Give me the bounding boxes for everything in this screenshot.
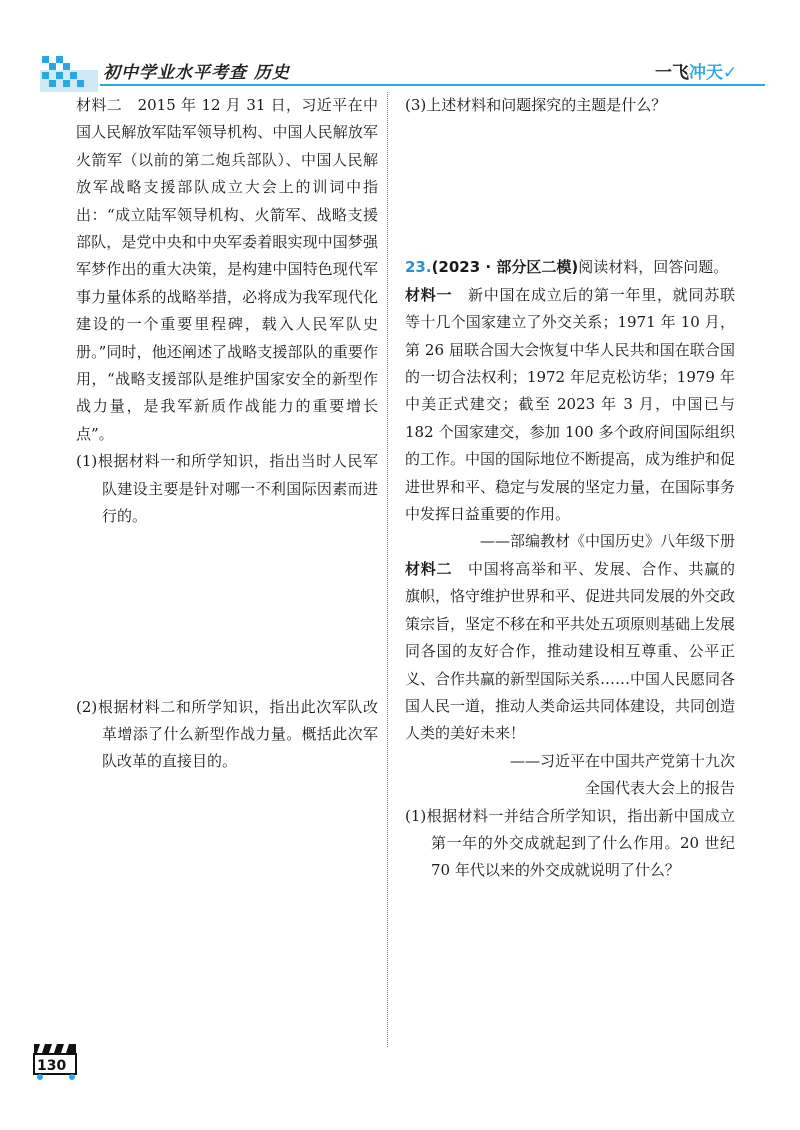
answer-space: [405, 119, 735, 254]
answer-space: [76, 531, 378, 694]
question-instruction: 阅读材料，回答问题。: [578, 258, 729, 277]
page-header: [0, 0, 800, 100]
check-icon: ✓: [723, 63, 738, 83]
question-number: 23.: [405, 258, 432, 277]
right-column: [405, 92, 735, 885]
column-divider: [387, 92, 388, 1047]
brand-logo: [655, 58, 737, 83]
material-2-source-line-1: ——习近平在中国共产党第十九次: [509, 751, 735, 770]
grid-decoration-icon: [40, 52, 98, 92]
material-1: [405, 282, 735, 529]
left-question-1: (1)根据材料一和所学知识，指出当时人民军队建设主要是针对哪一不利国际因素而进行的。: [76, 452, 378, 526]
left-question-2: (2)根据材料二和所学知识，指出此次军队改革增添了什么新型作战力量。概括此次军队改革的直接目的。: [76, 697, 378, 771]
question-23-heading: [405, 254, 735, 281]
right-question-1: (1)根据材料一并结合所学知识，指出新中国成立第一年的外交成就起到了什么作用。20 世纪 70 年代以来的外交成就说明了什么？: [405, 806, 735, 880]
brand-prefix: 一飞: [655, 63, 689, 83]
material-1-source: ——部编教材《中国历史》八年级下册: [479, 532, 735, 551]
left-column: [76, 92, 378, 776]
header-rule: [100, 84, 765, 86]
material-2-source-line-2: 全国代表大会上的报告: [584, 779, 735, 798]
page-number: 130: [37, 1058, 67, 1074]
material-1-text: 新中国在成立后的第一年里，就同苏联等十几个国家建立了外交关系；1971 年 10 月，第 26 届联合国大会恢复中华人民共和国在联合国的一切合法权利；1972 年尼克松访华；1979 年中美正式建交；截至 2023 年 3 月，中国已与 182 个国家建交，参加 100 多个政府间国际组织的工作。中国的国际地位不断提高，成为维护和促进世界和平、稳定与发展的坚定力量，在国际事务中发挥日益重要的作用。: [405, 285, 736, 524]
material-2-label: 材料二: [405, 559, 453, 578]
header-title: 初中学业水平考查 历史: [103, 63, 290, 83]
brand-accent: 冲天: [689, 63, 723, 83]
material-2: [405, 556, 735, 748]
material-1-label: 材料一: [405, 285, 453, 304]
left-material-2: 材料二 2015 年 12 月 31 日，习近平在中国人民解放军陆军领导机构、中国人民解放军火箭军（以前的第二炮兵部队）、中国人民解放军战略支援部队成立大会上的训词中指出：“成立陆军领导机构、火箭军、战略支援部队，是党中央和中央军委着眼实现中国梦强军梦作出的重大决策，是构建中国特色现代军事力量体系的战略举措，必将成为我军现代化建设的一个重要里程碑，载入人民军队史册。”同时，他还阐述了战略支援部队的重要作用，“战略支援部队是维护国家安全的新型作战力量，是我军新质作战能力的重要增长点”。: [76, 96, 378, 443]
question-source: (2023 · 部分区二模): [431, 258, 579, 277]
material-2-text: 中国将高举和平、发展、合作、共赢的旗帜，恪守维护世界和平、促进共同发展的外交政策宗旨，坚定不移在和平共处五项原则基础上发展同各国的友好合作，推动建设相互尊重、公平正义、合作共赢的新型国际关系……中国人民愿同各国人民一道，推动人类命运共同体建设，共同创造人类的美好未来！: [405, 559, 736, 743]
right-question-3: (3)上述材料和问题探究的主题是什么？: [405, 96, 667, 114]
